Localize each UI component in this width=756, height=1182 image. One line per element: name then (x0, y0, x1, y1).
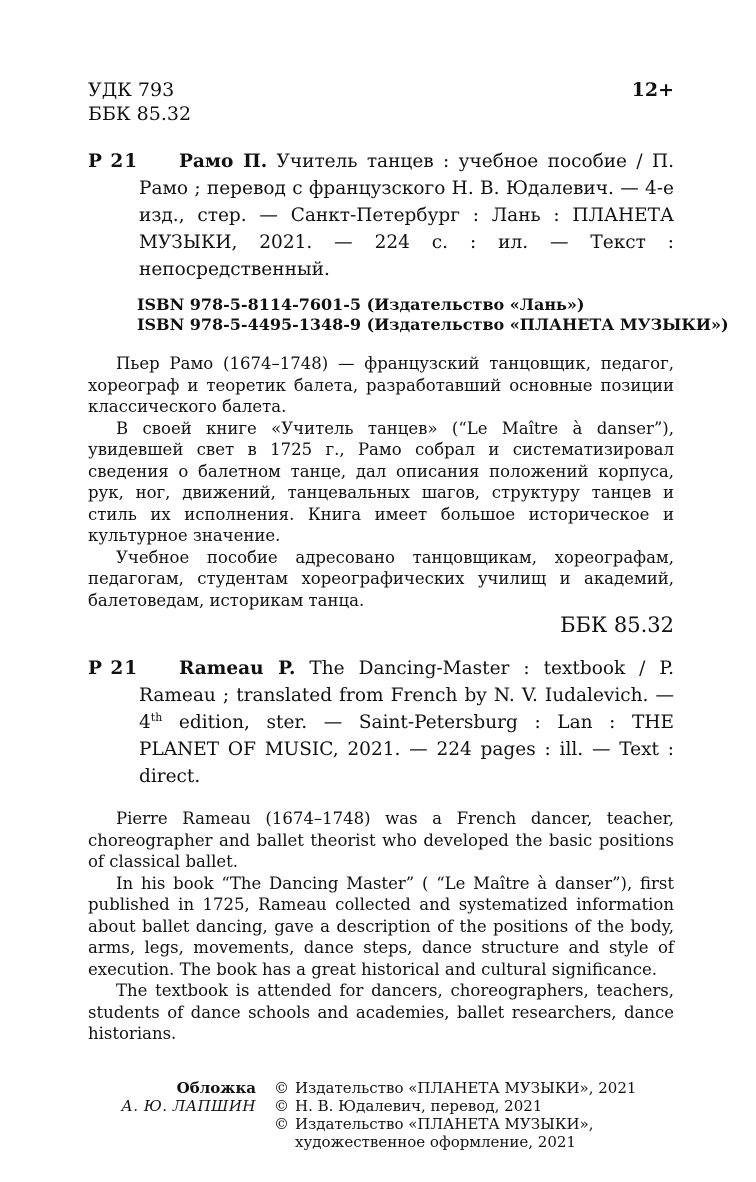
copyright-text-3: Издательство «ПЛАНЕТА МУЗЫКИ», (295, 1114, 594, 1133)
bibliographic-description-en-part1: The Dancing-Master : textbook / P. Rameau ; translated from French by N. V. Iudalevich. — 4 (139, 658, 674, 733)
copyright-text-3-continuation: художественное оформление, 2021 (295, 1132, 576, 1151)
cover-credit-label: Обложка (176, 1078, 256, 1097)
catalog-index-en: Р 21 (88, 658, 139, 679)
classification-codes (88, 78, 191, 126)
copyright-text-1: Издательство «ПЛАНЕТА МУЗЫКИ», 2021 (295, 1078, 637, 1097)
copyright-line-2 (274, 1097, 636, 1115)
age-rating-badge: 12+ (631, 79, 674, 101)
bibliographic-description-en-part2: edition, ster. — Saint-Petersburg : Lan : THE PLANET OF MUSIC, 2021. — 224 pages : ill. — Text : direct. (139, 712, 674, 787)
cover-designer-name: А. Ю. ЛАПШИН (121, 1096, 256, 1115)
isbn-block (137, 295, 729, 335)
annotation-ru (88, 353, 674, 611)
copyright-symbol: © (274, 1114, 289, 1133)
catalog-index-ru: Р 21 (88, 151, 139, 172)
udc-code: УДК 793 (88, 79, 175, 101)
annotation-paragraph-en-3: The textbook is attended for dancers, choreographers, teachers, students of dance schools and academies, ballet researchers, dance historians. (88, 981, 674, 1043)
edition-ordinal-superscript: th (150, 710, 163, 724)
annotation-en (88, 808, 674, 1045)
annotation-paragraph-ru-3: Учебное пособие адресовано танцовщикам, хореографам, педагогам, студентам хореографических училищ и академий, балетоведам, историкам танца. (88, 547, 674, 610)
bibliographic-text-en (139, 655, 674, 790)
classification-header (88, 78, 674, 126)
credits-block (88, 1079, 674, 1151)
cover-credit (88, 1079, 256, 1151)
bibliographic-text-ru (139, 148, 674, 283)
annotation-paragraph-en-1: Pierre Rameau (1674–1748) was a French dancer, teacher, choreographer and ballet theorist who developed the basic positions of classical ballet. (88, 809, 674, 871)
copyright-text-2: Н. В. Юдалевич, перевод, 2021 (295, 1096, 543, 1115)
bibliographic-entry-ru (88, 148, 674, 283)
bbk-code: ББК 85.32 (88, 103, 192, 125)
copyright-line-3 (274, 1115, 636, 1151)
bbk-footer-code: ББК 85.32 (560, 613, 674, 637)
bibliographic-entry-en (88, 655, 674, 790)
copyright-list (274, 1079, 636, 1151)
isbn-line-lan: ISBN 978-5-8114-7601-5 (Издательство «Лань») (137, 295, 585, 314)
author-name-ru: Рамо П. (179, 151, 268, 172)
author-name-en: Rameau P. (179, 658, 296, 679)
annotation-paragraph-ru-1: Пьер Рамо (1674–1748) — французский танцовщик, педагог, хореограф и теоретик балета, разработавший основные позиции классического балета. (88, 354, 674, 416)
annotation-paragraph-ru-2: В своей книге «Учитель танцев» (“Le Maître à danser”), увидевшей свет в 1725 г., Рамо собрал и систематизировал сведения о балетном танце, дал описания положений корпуса, рук, ног, движений, танцевальных шагов, структуру танцев и стиль их исполнения. Книга имеет большое историческое и культурное значение. (88, 418, 674, 545)
annotation-paragraph-en-2: In his book “The Dancing Master” ( “Le Maître à danser”), first published in 1725, Rameau collected and systematized information about ballet dancing, gave a description of the positions of the body, arms, legs, movements, dance steps, dance structure and style of execution. The book has a great historical and cultural significance. (88, 873, 674, 979)
copyright-line-1 (274, 1079, 636, 1097)
copyright-symbol: © (274, 1096, 289, 1115)
isbn-line-planet-music: ISBN 978-5-4495-1348-9 (Издательство «ПЛАНЕТА МУЗЫКИ») (137, 315, 729, 334)
copyright-symbol: © (274, 1078, 289, 1097)
bibliographic-description-ru: Учитель танцев : учебное пособие / П. Рамо ; перевод с французского Н. В. Юдалевич. — 4-е изд., стер. — Санкт-Петербург : Лань : ПЛАНЕТА МУЗЫКИ, 2021. — 224 с. : ил. — Текст : непосредственный. (139, 151, 674, 280)
